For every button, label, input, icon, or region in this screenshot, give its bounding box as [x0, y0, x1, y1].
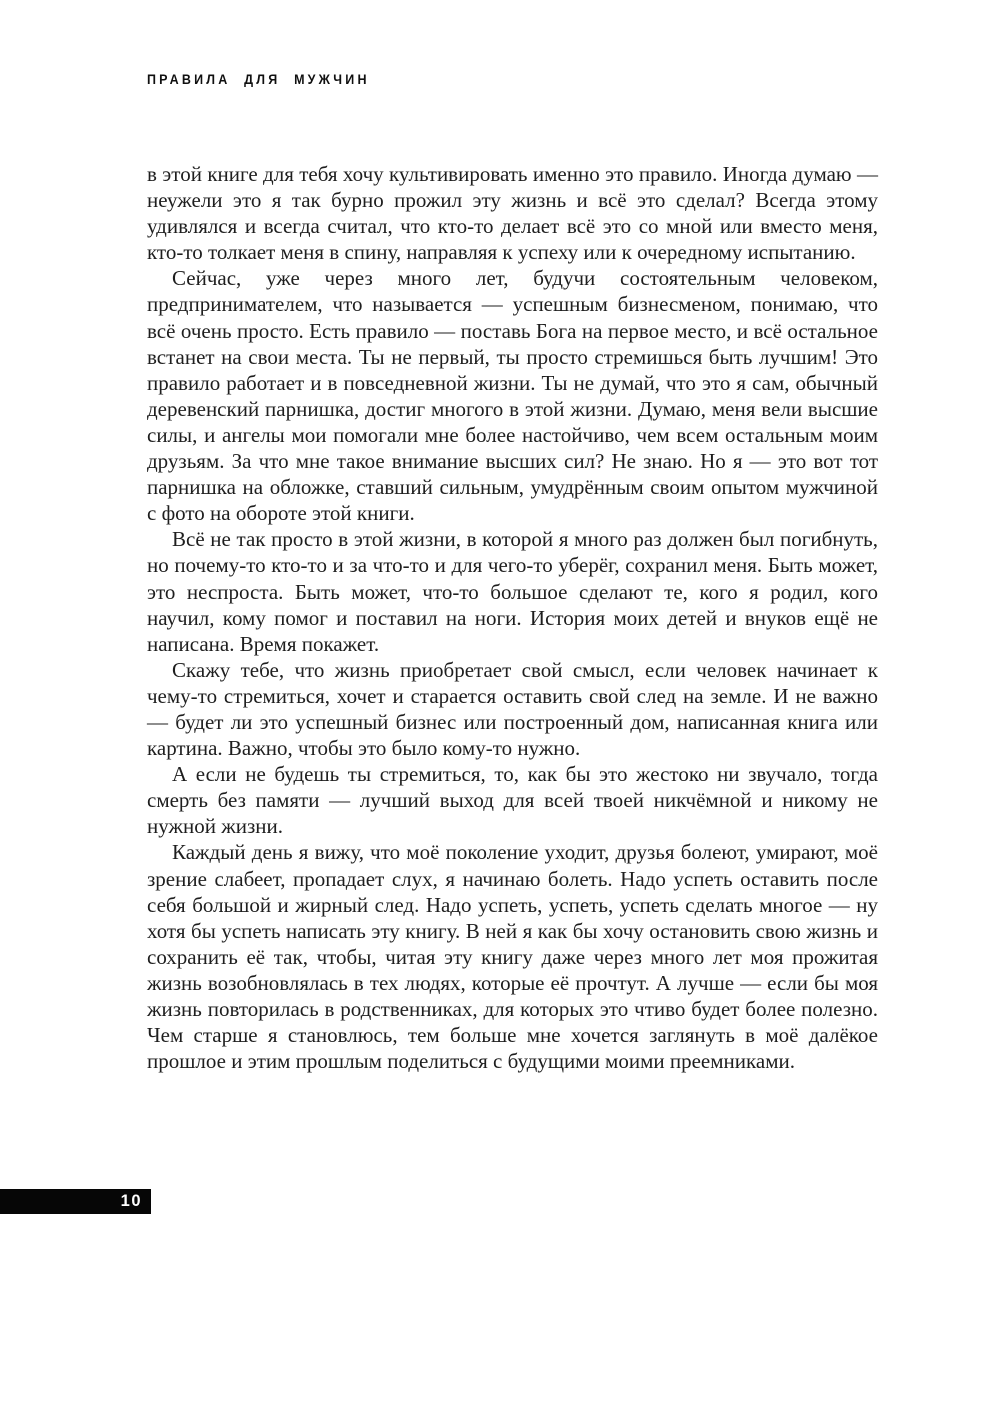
- body-text: [147, 161, 878, 1074]
- paragraph: Сейчас, уже через много лет, будучи состоятельным человеком, предпринимателем, что называется — успешным бизнесменом, понимаю, что всё очень просто. Есть правило — поставь Бога на первое место, и всё остальное встанет на свои места. Ты не первый, ты просто стремишься быть лучшим! Это правило работает и в повседневной жизни. Ты не думай, что это я сам, обычный деревенский парнишка, достиг многого в этой жизни. Думаю, меня вели высшие силы, и ангелы мои помогали мне более настойчиво, чем всем остальным моим друзьям. За что мне такое внимание высших сил? Не знаю. Но я — это вот тот парнишка на обложке, ставший сильным, умудрённым своим опытом мужчиной с фото на обороте этой книги.: [147, 266, 878, 526]
- page-number: 10: [120, 1192, 142, 1211]
- page-number-bar: [0, 1189, 151, 1214]
- paragraph: Всё не так просто в этой жизни, в которой я много раз должен был погибнуть, но почему-то кто-то и за что-то и для чего-то уберёг, сохранил меня. Быть может, это неспроста. Быть может, что-то большое сделают те, кого я родил, кого научил, кому помог и поставил на ноги. История моих детей и внуков ещё не написана. Время покажет.: [147, 527, 878, 656]
- paragraph: А если не будешь ты стремиться, то, как бы это жестоко ни звучало, тогда смерть без памяти — лучший выход для всей твоей никчёмной и никому не нужной жизни.: [147, 762, 878, 839]
- running-header: ПРАВИЛА ДЛЯ МУЖЧИН: [147, 72, 370, 88]
- paragraph: Скажу тебе, что жизнь приобретает свой смысл, если человек начинает к чему-то стремиться, хочет и старается оставить свой след на земле. И не важно — будет ли это успешный бизнес или построенный дом, написанная книга или картина. Важно, чтобы это было кому-то нужно.: [147, 657, 878, 761]
- paragraph: Каждый день я вижу, что моё поколение уходит, друзья болеют, умирают, моё зрение слабеет, пропадает слух, я начинаю болеть. Надо успеть оставить после себя большой и жирный след. Надо успеть, успеть, успеть сделать многое — ну хотя бы успеть написать эту книгу. В ней я как бы хочу остановить свою жизнь и сохранить её так, чтобы, читая эту книгу даже через много лет моя прожитая жизнь возобновлялась в тех людях, которые её прочтут. А лучше — если бы моя жизнь повторилась в родственниках, для которых это чтиво будет более полезно. Чем старше я становлюсь, тем больше мне хочется заглянуть в моё далёкое прошлое и этим прошлым поделиться с будущими моими преемниками.: [147, 840, 878, 1074]
- paragraph: в этой книге для тебя хочу культивировать именно это правило. Иногда думаю — неужели это я так бурно прожил эту жизнь и всё это сделал? Всегда этому удивлялся и всегда считал, что кто-то делает всё это со мной или вместо меня, кто-то толкает меня в спину, направляя к успеху или к очередному испытанию.: [147, 162, 878, 265]
